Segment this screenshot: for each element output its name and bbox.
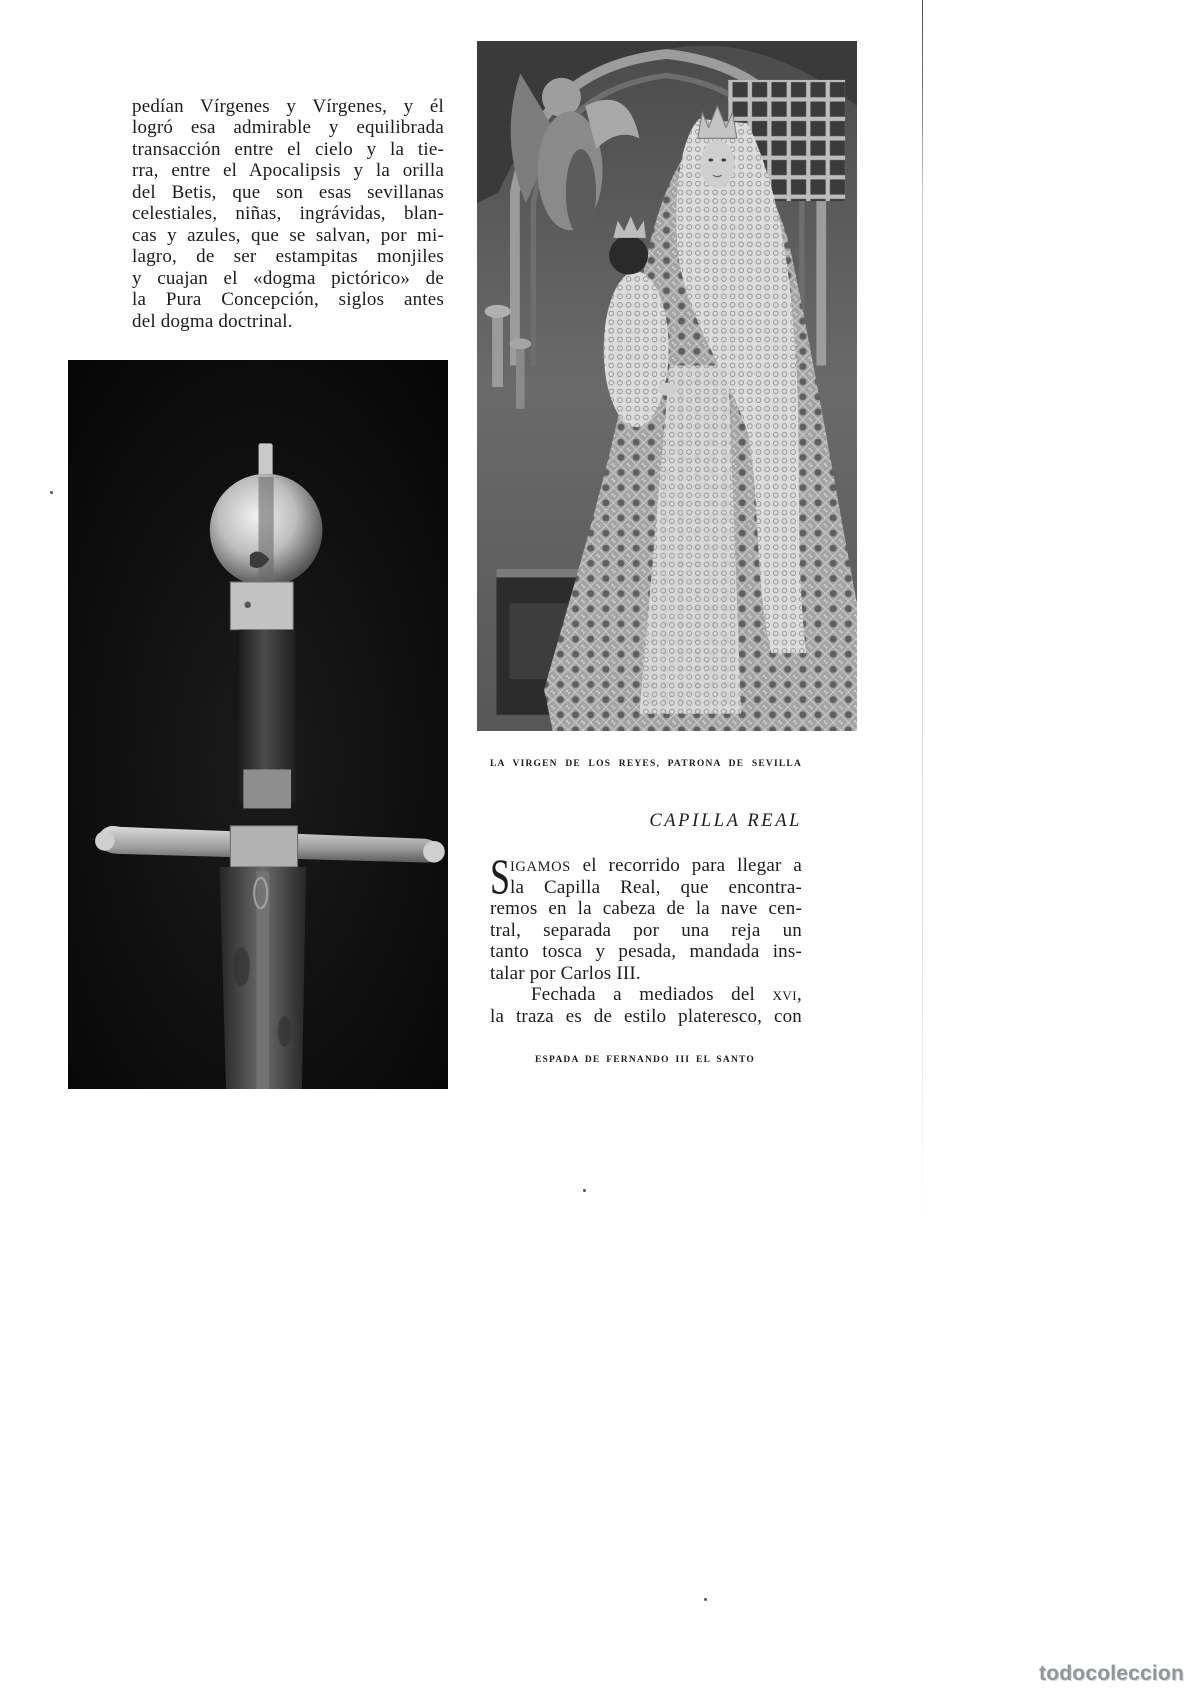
body-paragraph-top (132, 96, 444, 333)
text-line: lagro, de ser estampitas monjiles (132, 246, 444, 267)
scan-speck (583, 1189, 586, 1192)
text-line: la Pura Concepción, siglos antes (132, 289, 444, 310)
figure-caption-virgin: LA VIRGEN DE LOS REYES, PATRONA DE SEVILLA (490, 759, 802, 769)
blade-stain (233, 947, 250, 986)
text-line: la traza es de estilo plateresco, con (490, 1005, 802, 1027)
drop-cap: S (490, 848, 511, 904)
section-heading: CAPILLA REAL (649, 811, 802, 831)
text-line: tanto tosca y pesada, mandada ins- (490, 941, 802, 962)
lead-word: IGAMOS (510, 859, 571, 875)
text-line (490, 855, 802, 877)
text-line: del dogma doctrinal. (132, 310, 293, 332)
text-line: transacción entre el cielo y la tie- (132, 138, 444, 160)
watermark-logo: todocoleccion (1039, 1662, 1184, 1685)
sword-photo (68, 360, 448, 1089)
text-line-rest: el recorrido para llegar a (570, 855, 802, 876)
text-line: logró esa admirable y equilibrada (132, 117, 444, 138)
grip-ferrule (243, 769, 291, 808)
figure-caption-sword: ESPADA DE FERNANDO III EL SANTO (535, 1055, 755, 1065)
text-line: la Capilla Real, que encontra- (510, 876, 802, 898)
collar-rivet (244, 602, 250, 608)
century-numeral: xvi (772, 984, 798, 1005)
virgin-statue-photo (477, 41, 857, 731)
text-line: tral, separada por una reja un (490, 919, 802, 941)
text-line: rra, entre el Apocalipsis y la orilla (132, 160, 444, 181)
scan-page-edge (922, 0, 923, 1230)
virgin-head (700, 140, 735, 188)
text-line: pedían Vírgenes y Vírgenes, y él (132, 95, 444, 117)
text-line: celestiales, niñas, ingrávidas, blan- (132, 203, 444, 224)
sword-collar (230, 582, 293, 630)
crossguard-knob-left (95, 831, 114, 850)
blade-stain (278, 1016, 291, 1046)
crossguard-center (230, 826, 297, 867)
blade-fuller (256, 871, 269, 1089)
crossguard-knob-right (423, 841, 445, 863)
text-line: cas y azules, que se salvan, por mi- (132, 224, 444, 246)
text-line: del Betis, que son esas sevillanas (132, 181, 444, 203)
text-line (490, 984, 802, 1006)
text-line-start: Fechada a mediados del (531, 984, 773, 1005)
text-line: talar por Carlos III. (490, 962, 641, 984)
text-line-end: , (797, 984, 802, 1005)
text-line: remos en la cabeza de la nave cen- (490, 898, 802, 919)
scan-speck (50, 491, 53, 494)
body-paragraph-capilla (490, 848, 802, 1027)
sword-tang (259, 443, 273, 478)
text-line: y cuajan el «dogma pictórico» de (132, 267, 444, 289)
scan-speck (704, 1598, 707, 1601)
